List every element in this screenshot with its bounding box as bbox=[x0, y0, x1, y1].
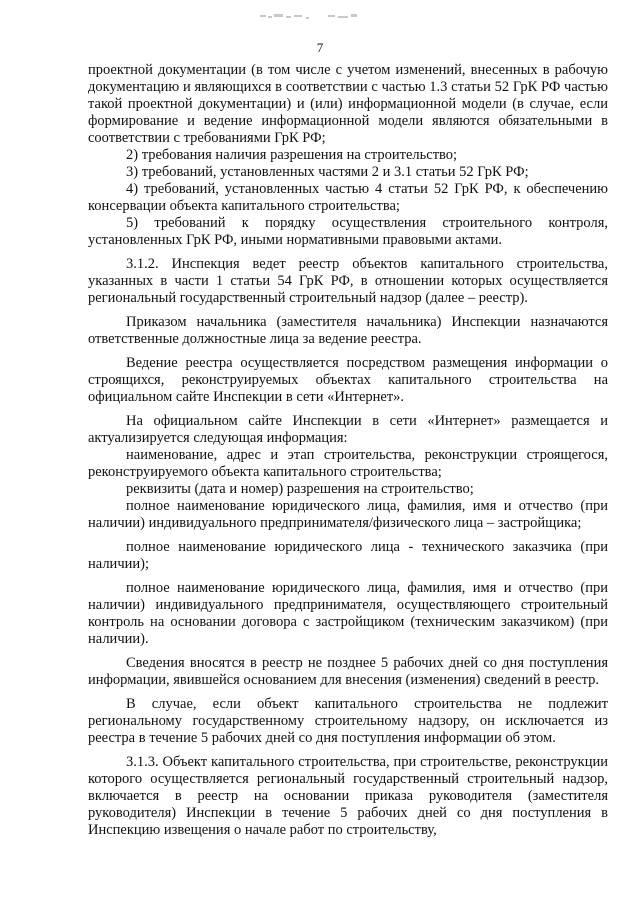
document-body bbox=[88, 62, 608, 839]
section-paragraph-3-1-2: 3.1.2. Инспекция ведет реестр объектов капитального строительства, указанных в части 1 статьи 54 ГрК РФ, в отношении которых осуществляется региональный государственный строительный надзор (далее – реестр). bbox=[88, 256, 608, 306]
list-item: 3) требований, установленных частями 2 и 3.1 статьи 52 ГрК РФ; bbox=[126, 164, 529, 180]
paragraph: Ведение реестра осуществляется посредством размещения информации о строящихся, реконструируемых объектах капитального строительства на официальном сайте Инспекции в сети «Интернет». bbox=[88, 355, 608, 405]
paragraph: На официальном сайте Инспекции в сети «Интернет» размещается и актуализируется следующая информация: bbox=[88, 413, 608, 446]
page-number: 7 bbox=[316, 40, 324, 55]
section-paragraph-3-1-3: 3.1.3. Объект капитального строительства, при строительстве, реконструкции которого осуществляется региональный государственный строительный надзор, включается в реестр на основании приказа руководителя (заместителя руководителя) Инспекции в течение 5 рабочих дней со дня поступления в Инспекцию извещения о начале работ по строительству, bbox=[88, 754, 608, 838]
list-item: наименование, адрес и этап строительства, реконструкции строящегося, реконструируемого объекта капитального строительства; bbox=[88, 447, 608, 480]
list-item: 5) требований к порядку осуществления строительного контроля, установленных ГрК РФ, иными нормативными правовыми актами. bbox=[88, 215, 608, 248]
paragraph: Сведения вносятся в реестр не позднее 5 рабочих дней со дня поступления информации, явившейся основанием для внесения (изменения) сведений в реестр. bbox=[88, 655, 608, 688]
paragraph: В случае, если объект капитального строительства не подлежит региональному государственному строительному надзору, он исключается из реестра в течение 5 рабочих дней со дня поступления информации об этом. bbox=[88, 696, 608, 746]
list-item: полное наименование юридического лица, фамилия, имя и отчество (при наличии) индивидуального предпринимателя/физического лица – застройщика; bbox=[88, 498, 608, 531]
scan-noise-marks bbox=[258, 12, 378, 22]
list-item: реквизиты (дата и номер) разрешения на строительство; bbox=[126, 481, 474, 497]
list-item: полное наименование юридического лица - технического заказчика (при наличии); bbox=[88, 539, 608, 572]
paragraph: Приказом начальника (заместителя начальника) Инспекции назначаются ответственные должностные лица за ведение реестра. bbox=[88, 314, 608, 347]
list-item: 2) требования наличия разрешения на строительство; bbox=[126, 147, 458, 163]
list-item: 4) требований, установленных частью 4 статьи 52 ГрК РФ, к обеспечению консервации объекта капитального строительства; bbox=[88, 181, 608, 214]
list-item: полное наименование юридического лица, фамилия, имя и отчество (при наличии) индивидуального предпринимателя, осуществляющего строительный контроль на основании договора с застройщиком (техническим заказчиком) (при наличии). bbox=[88, 580, 608, 647]
paragraph: проектной документации (в том числе с учетом изменений, внесенных в рабочую документацию и являющихся в соответствии с частью 1.3 статьи 52 ГрК РФ частью такой проектной документации) и (или) информационной модели (в случае, если формирование и ведение информационной модели являются обязательными в соответствии с требованиями ГрК РФ; bbox=[88, 62, 608, 146]
